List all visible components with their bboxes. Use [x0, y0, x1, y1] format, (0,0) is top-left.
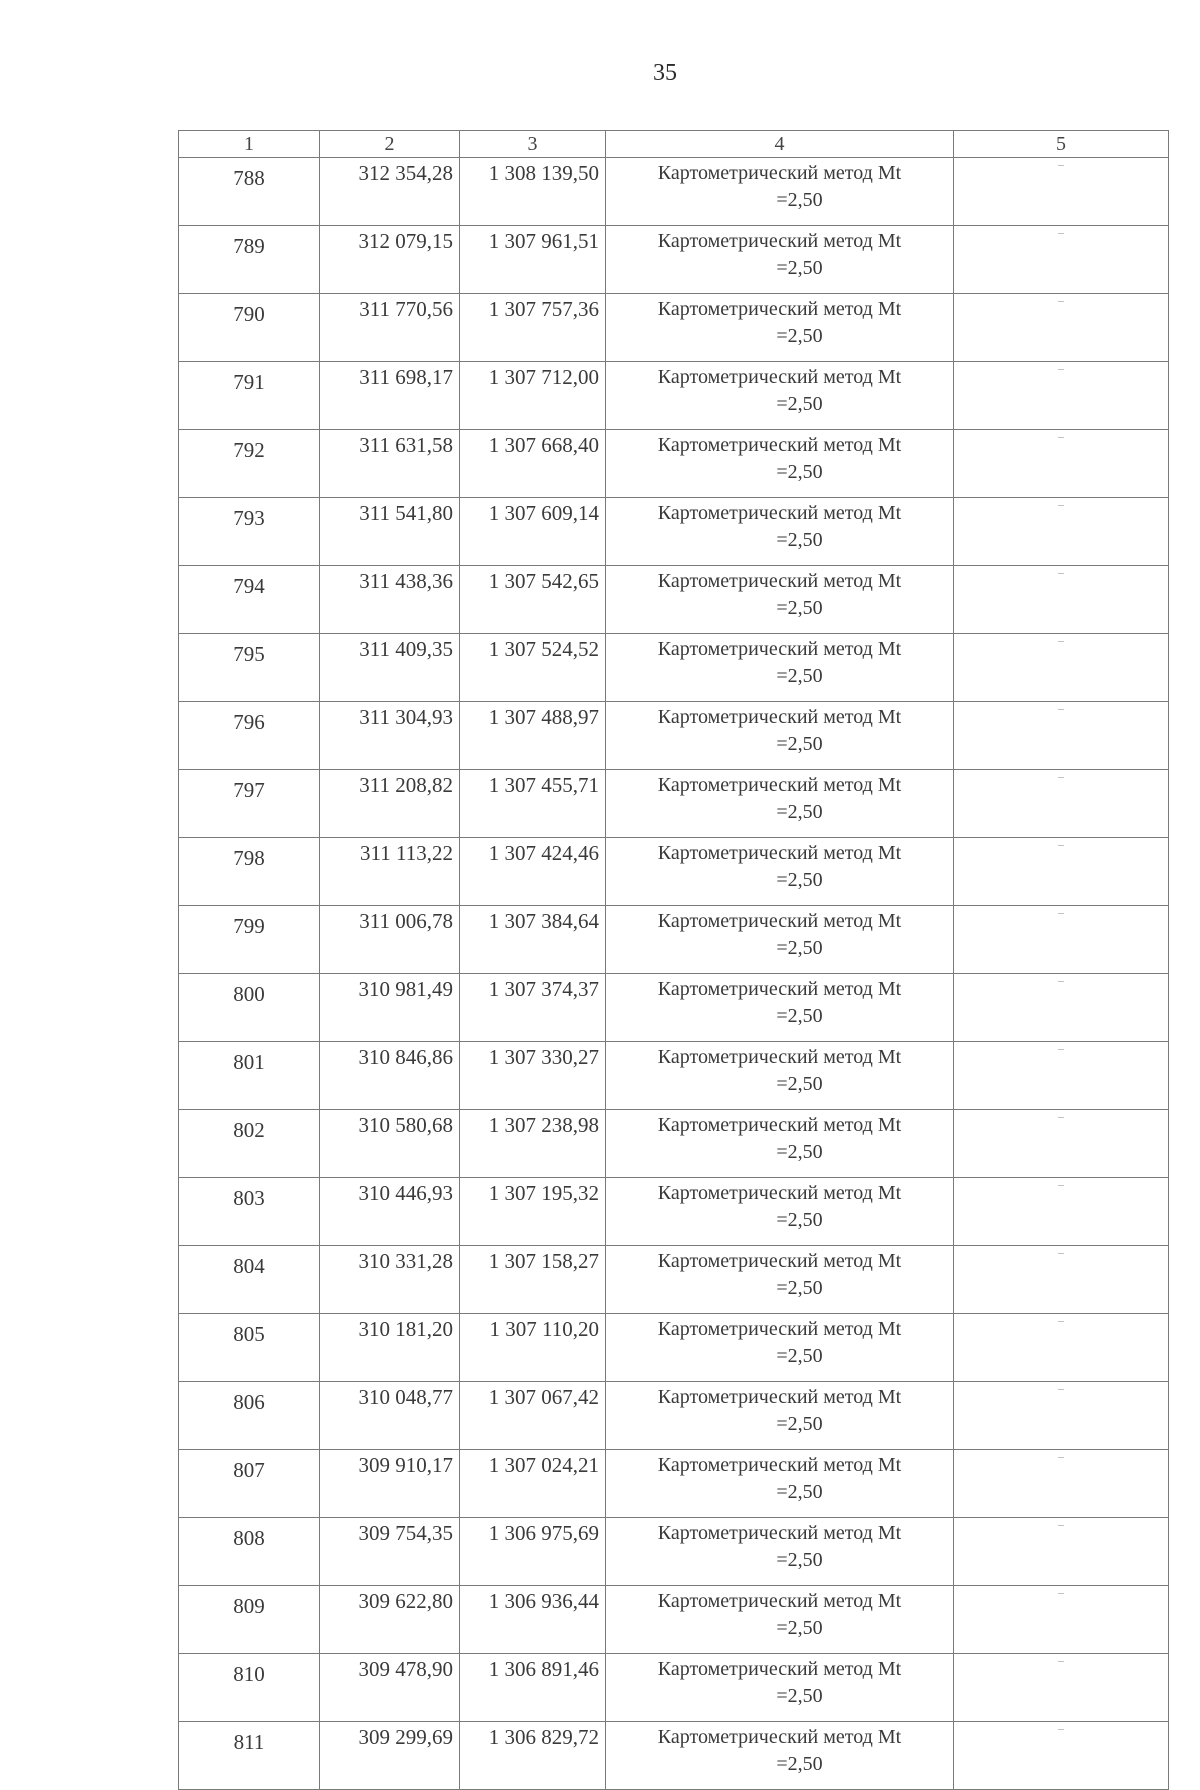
- accuracy-value: =2,50: [776, 869, 823, 891]
- point-number-cell: 793: [179, 498, 320, 566]
- accuracy-value: =2,50: [776, 1413, 823, 1435]
- method-cell: [606, 498, 954, 566]
- point-number-cell: 809: [179, 1586, 320, 1654]
- table-row: [179, 1450, 1169, 1518]
- method-text: Картометрический метод Mt: [657, 298, 902, 320]
- coordinate-x-cell: 309 299,69: [320, 1722, 460, 1790]
- description-cell: –: [954, 566, 1169, 634]
- description-cell: –: [954, 1178, 1169, 1246]
- table-row: [179, 1110, 1169, 1178]
- point-number-cell: 791: [179, 362, 320, 430]
- coordinate-x-cell: 311 631,58: [320, 430, 460, 498]
- point-number-cell: 799: [179, 906, 320, 974]
- point-number-cell: 797: [179, 770, 320, 838]
- description-cell: –: [954, 1722, 1169, 1790]
- point-number-cell: 803: [179, 1178, 320, 1246]
- point-number-cell: 795: [179, 634, 320, 702]
- method-text: Картометрический метод Mt: [657, 366, 902, 388]
- method-cell: [606, 1450, 954, 1518]
- method-cell: [606, 634, 954, 702]
- coordinate-x-cell: 311 409,35: [320, 634, 460, 702]
- method-cell: [606, 294, 954, 362]
- table-row: [179, 634, 1169, 702]
- method-text: Картометрический метод Mt: [657, 502, 902, 524]
- description-cell: –: [954, 1586, 1169, 1654]
- point-number-cell: 790: [179, 294, 320, 362]
- accuracy-value: =2,50: [776, 1277, 823, 1299]
- table-row: [179, 1586, 1169, 1654]
- accuracy-value: =2,50: [776, 461, 823, 483]
- method-cell: [606, 1518, 954, 1586]
- method-cell: [606, 430, 954, 498]
- method-text: Картометрический метод Mt: [657, 1590, 902, 1612]
- coordinate-x-cell: 311 113,22: [320, 838, 460, 906]
- coordinate-x-cell: 311 541,80: [320, 498, 460, 566]
- method-text: Картометрический метод Mt: [657, 1046, 902, 1068]
- table-row: [179, 770, 1169, 838]
- coordinates-table: [178, 130, 1169, 1790]
- coordinate-y-cell: 1 307 961,51: [460, 226, 606, 294]
- method-cell: [606, 770, 954, 838]
- description-cell: –: [954, 906, 1169, 974]
- table-row: [179, 838, 1169, 906]
- method-cell: [606, 974, 954, 1042]
- accuracy-value: =2,50: [776, 1209, 823, 1231]
- method-text: Картометрический метод Mt: [657, 1318, 902, 1340]
- coordinate-x-cell: 310 048,77: [320, 1382, 460, 1450]
- coordinate-x-cell: 309 910,17: [320, 1450, 460, 1518]
- coordinate-x-cell: 309 754,35: [320, 1518, 460, 1586]
- coordinate-x-cell: 311 304,93: [320, 702, 460, 770]
- method-cell: [606, 838, 954, 906]
- coordinate-x-cell: 310 446,93: [320, 1178, 460, 1246]
- coordinate-x-cell: 311 208,82: [320, 770, 460, 838]
- description-cell: –: [954, 362, 1169, 430]
- coordinate-x-cell: 309 622,80: [320, 1586, 460, 1654]
- coordinate-y-cell: 1 307 455,71: [460, 770, 606, 838]
- method-cell: [606, 1314, 954, 1382]
- description-cell: –: [954, 1450, 1169, 1518]
- table-row: [179, 1518, 1169, 1586]
- accuracy-value: =2,50: [776, 1481, 823, 1503]
- accuracy-value: =2,50: [776, 1073, 823, 1095]
- method-cell: [606, 1722, 954, 1790]
- method-cell: [606, 702, 954, 770]
- point-number-cell: 789: [179, 226, 320, 294]
- point-number-cell: 796: [179, 702, 320, 770]
- point-number-cell: 807: [179, 1450, 320, 1518]
- table-row: [179, 1722, 1169, 1790]
- coordinate-y-cell: 1 307 384,64: [460, 906, 606, 974]
- table-row: [179, 906, 1169, 974]
- table-row: [179, 1246, 1169, 1314]
- method-text: Картометрический метод Mt: [657, 162, 902, 184]
- point-number-cell: 798: [179, 838, 320, 906]
- description-cell: –: [954, 838, 1169, 906]
- method-text: Картометрический метод Mt: [657, 1454, 902, 1476]
- method-text: Картометрический метод Mt: [657, 638, 902, 660]
- method-text: Картометрический метод Mt: [657, 1182, 902, 1204]
- method-text: Картометрический метод Mt: [657, 434, 902, 456]
- description-cell: –: [954, 1110, 1169, 1178]
- description-cell: –: [954, 294, 1169, 362]
- coordinate-x-cell: 311 698,17: [320, 362, 460, 430]
- method-text: Картометрический метод Mt: [657, 1386, 902, 1408]
- coordinate-y-cell: 1 307 524,52: [460, 634, 606, 702]
- accuracy-value: =2,50: [776, 597, 823, 619]
- point-number-cell: 806: [179, 1382, 320, 1450]
- coordinate-y-cell: 1 307 195,32: [460, 1178, 606, 1246]
- method-cell: [606, 226, 954, 294]
- accuracy-value: =2,50: [776, 733, 823, 755]
- coordinate-x-cell: 312 354,28: [320, 158, 460, 226]
- point-number-cell: 811: [179, 1722, 320, 1790]
- method-cell: [606, 1178, 954, 1246]
- description-cell: –: [954, 1518, 1169, 1586]
- coordinate-y-cell: 1 307 757,36: [460, 294, 606, 362]
- description-cell: –: [954, 1654, 1169, 1722]
- accuracy-value: =2,50: [776, 189, 823, 211]
- description-cell: –: [954, 770, 1169, 838]
- method-text: Картометрический метод Mt: [657, 842, 902, 864]
- method-cell: [606, 158, 954, 226]
- column-header-3: 3: [460, 131, 606, 158]
- table-row: [179, 1042, 1169, 1110]
- coordinate-y-cell: 1 307 238,98: [460, 1110, 606, 1178]
- method-text: Картометрический метод Mt: [657, 910, 902, 932]
- method-cell: [606, 1246, 954, 1314]
- table-row: [179, 974, 1169, 1042]
- method-cell: [606, 566, 954, 634]
- coordinate-y-cell: 1 307 542,65: [460, 566, 606, 634]
- method-text: Картометрический метод Mt: [657, 1250, 902, 1272]
- coordinate-y-cell: 1 307 024,21: [460, 1450, 606, 1518]
- table-row: [179, 498, 1169, 566]
- method-cell: [606, 362, 954, 430]
- description-cell: –: [954, 1382, 1169, 1450]
- accuracy-value: =2,50: [776, 1685, 823, 1707]
- coordinate-y-cell: 1 306 829,72: [460, 1722, 606, 1790]
- table-row: [179, 158, 1169, 226]
- method-text: Картометрический метод Mt: [657, 1114, 902, 1136]
- method-cell: [606, 1382, 954, 1450]
- coordinate-y-cell: 1 307 488,97: [460, 702, 606, 770]
- coordinate-y-cell: 1 307 424,46: [460, 838, 606, 906]
- method-text: Картометрический метод Mt: [657, 230, 902, 252]
- description-cell: –: [954, 1314, 1169, 1382]
- accuracy-value: =2,50: [776, 257, 823, 279]
- coordinate-x-cell: 310 580,68: [320, 1110, 460, 1178]
- method-text: Картометрический метод Mt: [657, 706, 902, 728]
- accuracy-value: =2,50: [776, 393, 823, 415]
- table-row: [179, 1654, 1169, 1722]
- point-number-cell: 804: [179, 1246, 320, 1314]
- table-body: [179, 158, 1169, 1790]
- method-cell: [606, 1110, 954, 1178]
- description-cell: –: [954, 702, 1169, 770]
- coordinate-y-cell: 1 306 936,44: [460, 1586, 606, 1654]
- coordinate-y-cell: 1 306 891,46: [460, 1654, 606, 1722]
- method-text: Картометрический метод Mt: [657, 978, 902, 1000]
- column-header-4: 4: [606, 131, 954, 158]
- description-cell: –: [954, 430, 1169, 498]
- coordinate-y-cell: 1 307 712,00: [460, 362, 606, 430]
- coordinate-x-cell: 309 478,90: [320, 1654, 460, 1722]
- description-cell: –: [954, 974, 1169, 1042]
- method-text: Картометрический метод Mt: [657, 774, 902, 796]
- accuracy-value: =2,50: [776, 1345, 823, 1367]
- coordinate-y-cell: 1 307 609,14: [460, 498, 606, 566]
- method-cell: [606, 1654, 954, 1722]
- coordinate-y-cell: 1 307 110,20: [460, 1314, 606, 1382]
- description-cell: –: [954, 1246, 1169, 1314]
- point-number-cell: 788: [179, 158, 320, 226]
- table-row: [179, 1314, 1169, 1382]
- coordinate-x-cell: 310 981,49: [320, 974, 460, 1042]
- point-number-cell: 792: [179, 430, 320, 498]
- coordinate-y-cell: 1 307 374,37: [460, 974, 606, 1042]
- table-row: [179, 1178, 1169, 1246]
- method-text: Картометрический метод Mt: [657, 1726, 902, 1748]
- point-number-cell: 805: [179, 1314, 320, 1382]
- accuracy-value: =2,50: [776, 325, 823, 347]
- coordinate-x-cell: 311 770,56: [320, 294, 460, 362]
- coordinate-x-cell: 310 181,20: [320, 1314, 460, 1382]
- table-row: [179, 226, 1169, 294]
- table-row: [179, 430, 1169, 498]
- accuracy-value: =2,50: [776, 937, 823, 959]
- method-cell: [606, 1042, 954, 1110]
- accuracy-value: =2,50: [776, 529, 823, 551]
- coordinate-y-cell: 1 307 668,40: [460, 430, 606, 498]
- point-number-cell: 800: [179, 974, 320, 1042]
- coordinate-y-cell: 1 306 975,69: [460, 1518, 606, 1586]
- coordinate-x-cell: 310 331,28: [320, 1246, 460, 1314]
- coordinate-y-cell: 1 307 158,27: [460, 1246, 606, 1314]
- column-header-5: 5: [954, 131, 1169, 158]
- method-text: Картометрический метод Mt: [657, 1522, 902, 1544]
- coordinate-y-cell: 1 307 330,27: [460, 1042, 606, 1110]
- accuracy-value: =2,50: [776, 1549, 823, 1571]
- method-text: Картометрический метод Mt: [657, 1658, 902, 1680]
- description-cell: –: [954, 226, 1169, 294]
- table-row: [179, 1382, 1169, 1450]
- coordinate-y-cell: 1 308 139,50: [460, 158, 606, 226]
- table-header-row: [179, 131, 1169, 158]
- accuracy-value: =2,50: [776, 801, 823, 823]
- table-row: [179, 362, 1169, 430]
- column-header-1: 1: [179, 131, 320, 158]
- point-number-cell: 802: [179, 1110, 320, 1178]
- point-number-cell: 808: [179, 1518, 320, 1586]
- coordinate-y-cell: 1 307 067,42: [460, 1382, 606, 1450]
- description-cell: –: [954, 634, 1169, 702]
- accuracy-value: =2,50: [776, 1005, 823, 1027]
- coordinate-x-cell: 311 438,36: [320, 566, 460, 634]
- column-header-2: 2: [320, 131, 460, 158]
- method-cell: [606, 1586, 954, 1654]
- table-row: [179, 294, 1169, 362]
- description-cell: –: [954, 1042, 1169, 1110]
- method-text: Картометрический метод Mt: [657, 570, 902, 592]
- coordinate-x-cell: 310 846,86: [320, 1042, 460, 1110]
- coordinate-x-cell: 312 079,15: [320, 226, 460, 294]
- page-number: 35: [653, 60, 677, 86]
- accuracy-value: =2,50: [776, 1617, 823, 1639]
- accuracy-value: =2,50: [776, 665, 823, 687]
- accuracy-value: =2,50: [776, 1141, 823, 1163]
- method-cell: [606, 906, 954, 974]
- point-number-cell: 810: [179, 1654, 320, 1722]
- point-number-cell: 794: [179, 566, 320, 634]
- table-row: [179, 566, 1169, 634]
- point-number-cell: 801: [179, 1042, 320, 1110]
- accuracy-value: =2,50: [776, 1753, 823, 1775]
- description-cell: –: [954, 498, 1169, 566]
- description-cell: –: [954, 158, 1169, 226]
- table-row: [179, 702, 1169, 770]
- coordinate-x-cell: 311 006,78: [320, 906, 460, 974]
